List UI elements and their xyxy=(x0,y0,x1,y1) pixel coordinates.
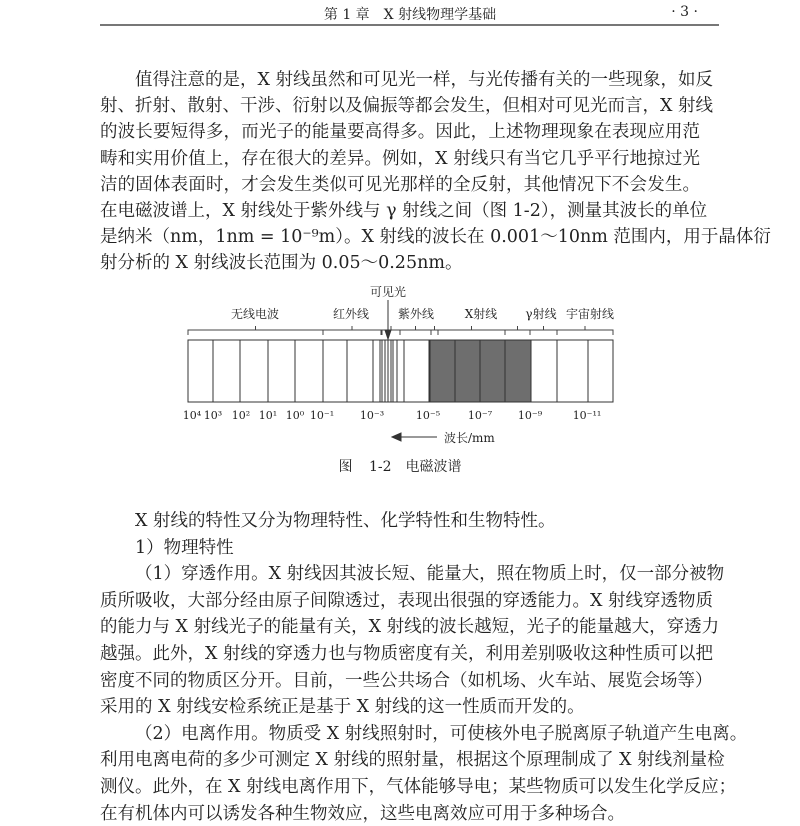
text-line: 的能力与 X 射线光子的能量有关，X 射线的波长越短，光子的能量越大，穿透力 xyxy=(100,617,720,638)
text-line: 密度不同的物质区分开。目前，一些公共场合（如机场、火车站、展览会场等） xyxy=(100,670,713,691)
tick-label: 10⁻⁷ xyxy=(467,409,493,422)
text-line: （1）穿透作用。X 射线因其波长短、能量大，照在物质上时，仅一部分被物 xyxy=(135,564,725,585)
chapter-title: 第 1 章 X 射线物理学基础 xyxy=(323,7,497,23)
text-line: 利用电离电荷的多少可测定 X 射线的照射量，根据这个原理制成了 X 射线剂量检 xyxy=(100,750,725,771)
band-bracket xyxy=(530,326,557,335)
band-bracket xyxy=(431,326,438,335)
text-line: 质所吸收，大部分经由原子间隙透过，表现出很强的穿透能力。X 射线穿透物质 xyxy=(100,590,714,611)
text-line: 在电磁波谱上，X 射线处于紫外线与 γ 射线之间（图 1-2），测量其波长的单位 xyxy=(100,201,708,221)
figure-caption: 图 1-2 电磁波谱 xyxy=(338,459,462,475)
page-number: · 3 · xyxy=(671,4,698,20)
band-bracket xyxy=(188,326,323,335)
band-label-cosmic: 宇宙射线 xyxy=(565,307,615,321)
text-line: 的波长要短得多，而光子的能量要高得多。因此，上述物理现象在表现应用范 xyxy=(100,122,700,143)
text-line: 是纳米（nm，1nm = 10⁻⁹m）。X 射线的波长在 0.001～10nm 范围内，用于晶体衍 xyxy=(100,227,771,248)
spectrum-dividers xyxy=(213,340,588,402)
text-line: 值得注意的是，X 射线虽然和可见光一样，与光传播有关的一些现象，如反 xyxy=(135,70,714,90)
band-label-ultraviolet: 紫外线 xyxy=(397,307,435,321)
tick-label: 10⁻⁵ xyxy=(415,409,441,422)
band-bracket xyxy=(505,326,530,335)
spectrum-bar xyxy=(188,340,613,402)
text-line: 射分析的 X 射线波长范围为 0.05～0.25nm。 xyxy=(100,253,463,274)
band-bracket xyxy=(400,326,431,335)
band-label-infrared: 红外线 xyxy=(332,307,370,321)
band-bracket xyxy=(438,326,505,335)
tick-label: 10⁰ xyxy=(285,409,305,422)
visible-light-arrowhead xyxy=(385,330,391,339)
wavelength-axis-label: 波长/mm xyxy=(444,431,495,445)
text-line: X 射线的特性又分为物理特性、化学特性和生物特性。 xyxy=(135,511,556,531)
wavelength-arrowhead xyxy=(392,433,401,441)
tick-label: 10⁴ xyxy=(182,409,202,422)
text-line: 畴和实用价值上，存在很大的差异。例如，X 射线只有当它几乎平行地掠过光 xyxy=(100,148,700,169)
band-label-radio: 无线电波 xyxy=(230,307,280,321)
tick-label: 10¹ xyxy=(258,409,278,422)
band-bracket xyxy=(323,326,381,335)
band-label-visible: 可见光 xyxy=(369,285,407,299)
tick-label: 10² xyxy=(231,409,251,422)
tick-label: 10⁻¹¹ xyxy=(572,409,602,422)
band-label-gamma: γ射线 xyxy=(525,307,557,321)
text-line: 射、折射、散射、干涉、衍射以及偏振等都会发生，但相对可见光而言，X 射线 xyxy=(100,96,714,117)
text-line: 洁的固体表面时，才会发生类似可见光那样的全反射，其他情况下不会发生。 xyxy=(100,174,700,195)
text-line: 在有机体内可以诱发各种生物效应，这些电离效应可用于多种场合。 xyxy=(100,803,625,824)
text-line: 采用的 X 射线安检系统正是基于 X 射线的这一性质而开发的。 xyxy=(100,697,585,718)
tick-label: 10³ xyxy=(203,409,223,422)
text-line: 测仪。此外，在 X 射线电离作用下，气体能够导电；某些物质可以发生化学反应； xyxy=(100,777,737,797)
tick-label: 10⁻¹ xyxy=(309,409,335,422)
band-label-xray: X射线 xyxy=(464,307,498,321)
tick-label: 10⁻⁹ xyxy=(517,409,543,422)
band-bracket xyxy=(557,326,613,335)
text-line: 1）物理特性 xyxy=(135,537,234,558)
tick-label: 10⁻³ xyxy=(359,409,385,422)
text-line: 越强。此外，X 射线的穿透力也与物质密度有关，利用差别吸收这种性质可以把 xyxy=(100,644,714,664)
band-brackets xyxy=(188,326,613,335)
text-line: （2）电离作用。物质受 X 射线照射时，可使核外电子脱离原子轨道产生电离。 xyxy=(135,723,748,744)
